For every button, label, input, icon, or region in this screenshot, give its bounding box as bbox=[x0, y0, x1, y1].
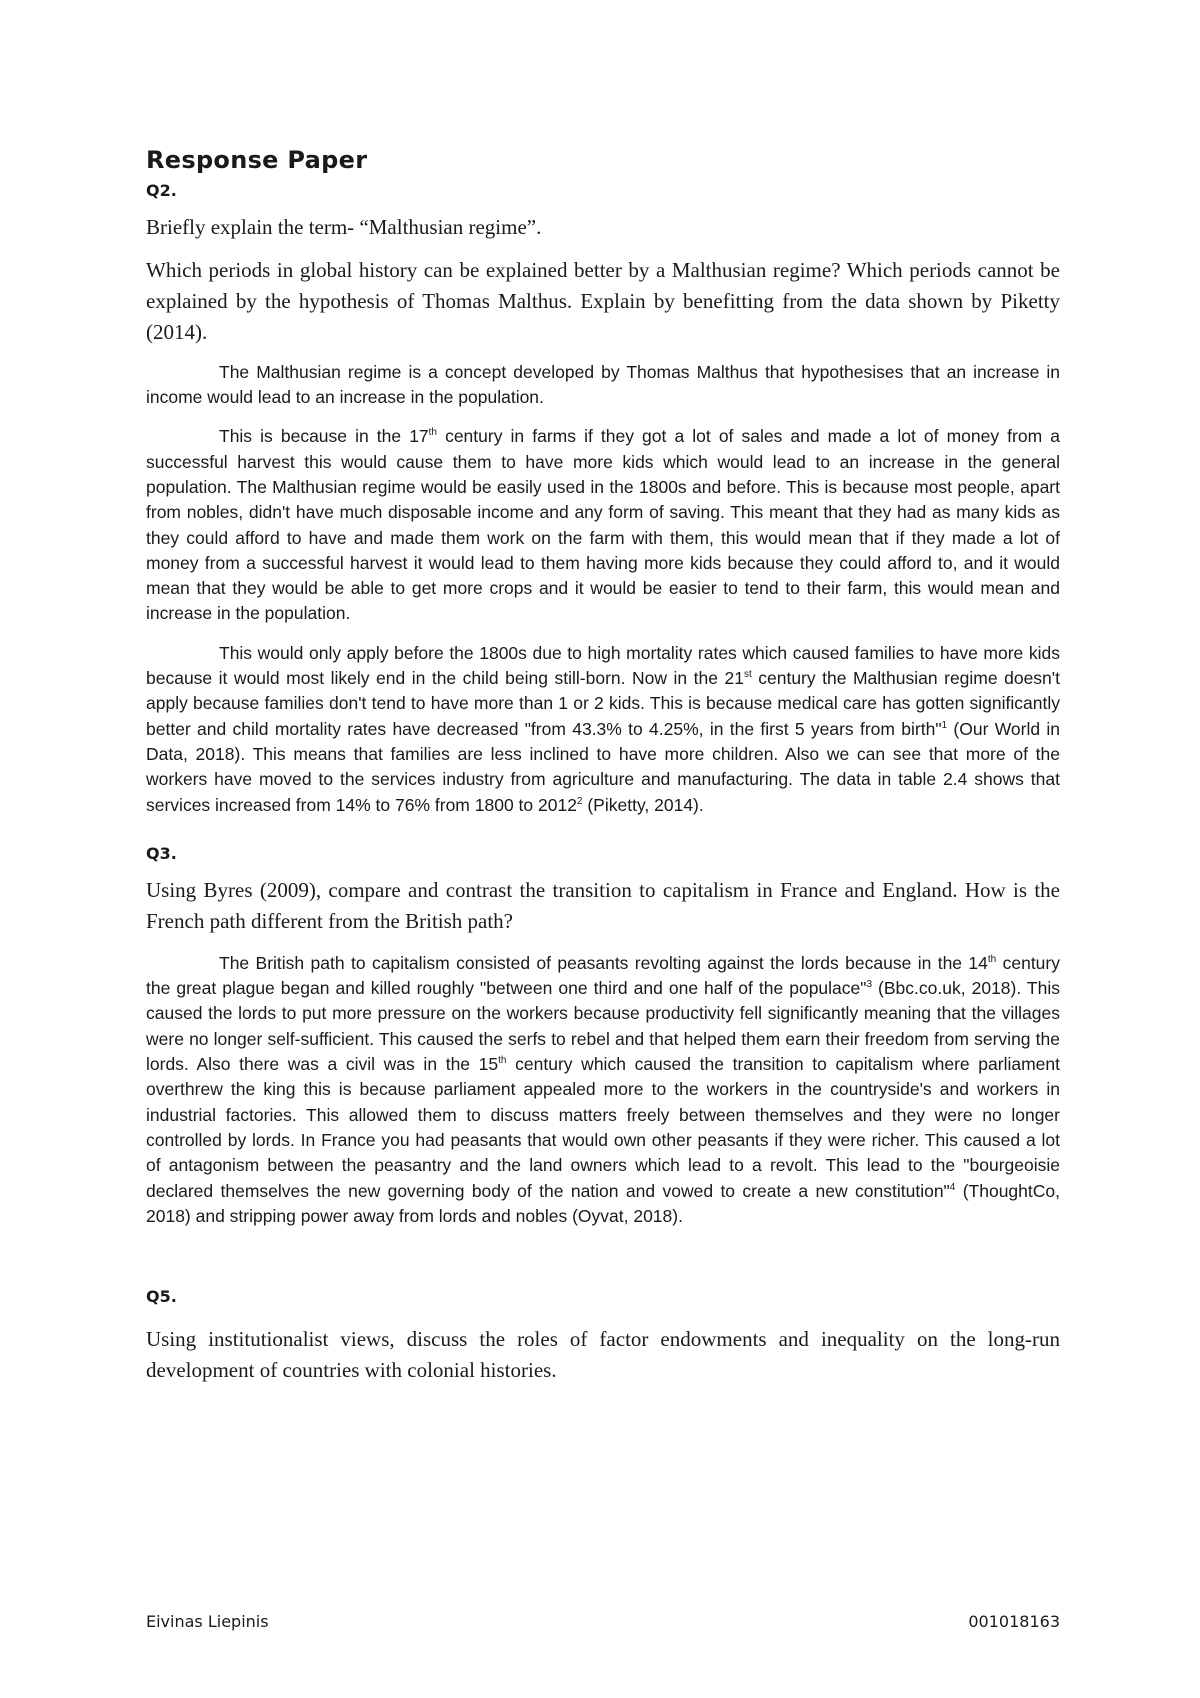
q2-paragraph-2 bbox=[146, 424, 1060, 626]
q2-paragraph-3 bbox=[146, 641, 1060, 818]
footer-author: Eivinas Liepinis bbox=[146, 1612, 269, 1631]
text-span: This is because in the 17 bbox=[219, 426, 429, 447]
text-span: century the Malthusian regime doesn't apply because families don't tend to have more than 1 or 2 kids. This is because medical care has gotten significantly better and child mortality rates have decreased "from 43.3% to 4.25%, in the first 5 years from birth" bbox=[146, 668, 1060, 739]
text-span: century in farms if they got a lot of sales and made a lot of money from a successful harvest this would cause them to have more kids which would lead to an increase in the general population. The Malthusian regime would be easily used in the 1800s and before. This is because most people, apart from nobles, didn't have much disposable income and any form of saving. This meant that they had as many kids as they could afford to have and made them work on the farm with them, this would mean that if they made a lot of money from a successful harvest it would lead to them having more kids because they could afford to, and it would mean that they would be able to get more crops and it would be easier to tend to their farm, this would mean and increase in the population. bbox=[146, 426, 1060, 624]
footnote-ref: 2 bbox=[576, 795, 583, 807]
page-title: Response Paper bbox=[146, 146, 368, 174]
ordinal-superscript: st bbox=[743, 669, 752, 681]
q2-prompt-2: Which periods in global history can be explained better by a Malthusian regime? Which periods cannot be explained by the hypothesis of Thomas Malthus. Explain by benefitting from the data shown by Piketty (2014). bbox=[146, 257, 1060, 344]
q2-label: Q2. bbox=[146, 180, 177, 200]
text-span: century the great plague began and killed roughly "between one third and one half of the populace" bbox=[146, 952, 1060, 999]
text-span: century which caused the transition to capitalism where parliament overthrew the king this is because parliament appealed more to the workers in the countryside's and workers in industrial factories. This allowed them to discuss matters freely between themselves and they were no longer controlled by lords. In France you had peasants that would own other peasants if they were richer. This caused a lot of antagonism between the peasantry and the land owners which lead to a revolt. This lead to the "bourgeoisie declared themselves the new governing body of the nation and vowed to create a new constitution" bbox=[146, 1054, 1060, 1201]
q3-prompt: Using Byres (2009), compare and contrast the transition to capitalism in France and England. How is the French path different from the British path? bbox=[146, 877, 1060, 933]
q2-prompt-1: Briefly explain the term- “Malthusian regime”. bbox=[146, 214, 542, 239]
q3-label: Q3. bbox=[146, 843, 177, 863]
footer-student-id: 001018163 bbox=[968, 1612, 1060, 1631]
text-span: The British path to capitalism consisted of peasants revolting against the lords because in the 14 bbox=[219, 952, 988, 973]
text-span: (Bbc.co.uk, 2018). This caused the lords to put more pressure on the workers because productivity fell significantly meaning that the villages were no longer self-sufficient. This caused the serfs to rebel and that helped them earn their freedom from serving the lords. Also there was a civil was in the 15 bbox=[146, 978, 1060, 1075]
ordinal-superscript: th bbox=[498, 1055, 507, 1067]
q3-paragraph bbox=[146, 951, 1060, 1229]
text-span: (Piketty, 2014). bbox=[582, 794, 704, 815]
page-footer bbox=[146, 1612, 1060, 1631]
text-span: (ThoughtCo, 2018) and stripping power away from lords and nobles (Oyvat, 2018). bbox=[146, 1180, 1060, 1226]
footnote-ref: 1 bbox=[941, 719, 948, 731]
text-span: This would only apply before the 1800s due to high mortality rates which caused families to have more kids because it would most likely end in the child being still-born. Now in the 21 bbox=[146, 642, 1060, 689]
document-page bbox=[146, 146, 1060, 1386]
footnote-ref: 4 bbox=[949, 1181, 956, 1193]
text-span: (Our World in Data, 2018). This means that families are less inclined to have more children. Also we can see that more of the workers have moved to the services industry from agriculture and manufacturing. The data in table 2.4 shows that services increased from 14% to 76% from 1800 to 2012 bbox=[146, 718, 1060, 815]
q2-paragraph-1: The Malthusian regime is a concept developed by Thomas Malthus that hypothesises that an increase in income would lead to an increase in the population. bbox=[146, 361, 1060, 408]
footnote-ref: 3 bbox=[866, 979, 873, 991]
q5-label: Q5. bbox=[146, 1287, 177, 1307]
ordinal-superscript: th bbox=[987, 954, 997, 966]
q5-prompt: Using institutionalist views, discuss the roles of factor endowments and inequality on the long-run development of countries with colonial histories. bbox=[146, 1327, 1060, 1383]
ordinal-superscript: th bbox=[428, 427, 437, 439]
